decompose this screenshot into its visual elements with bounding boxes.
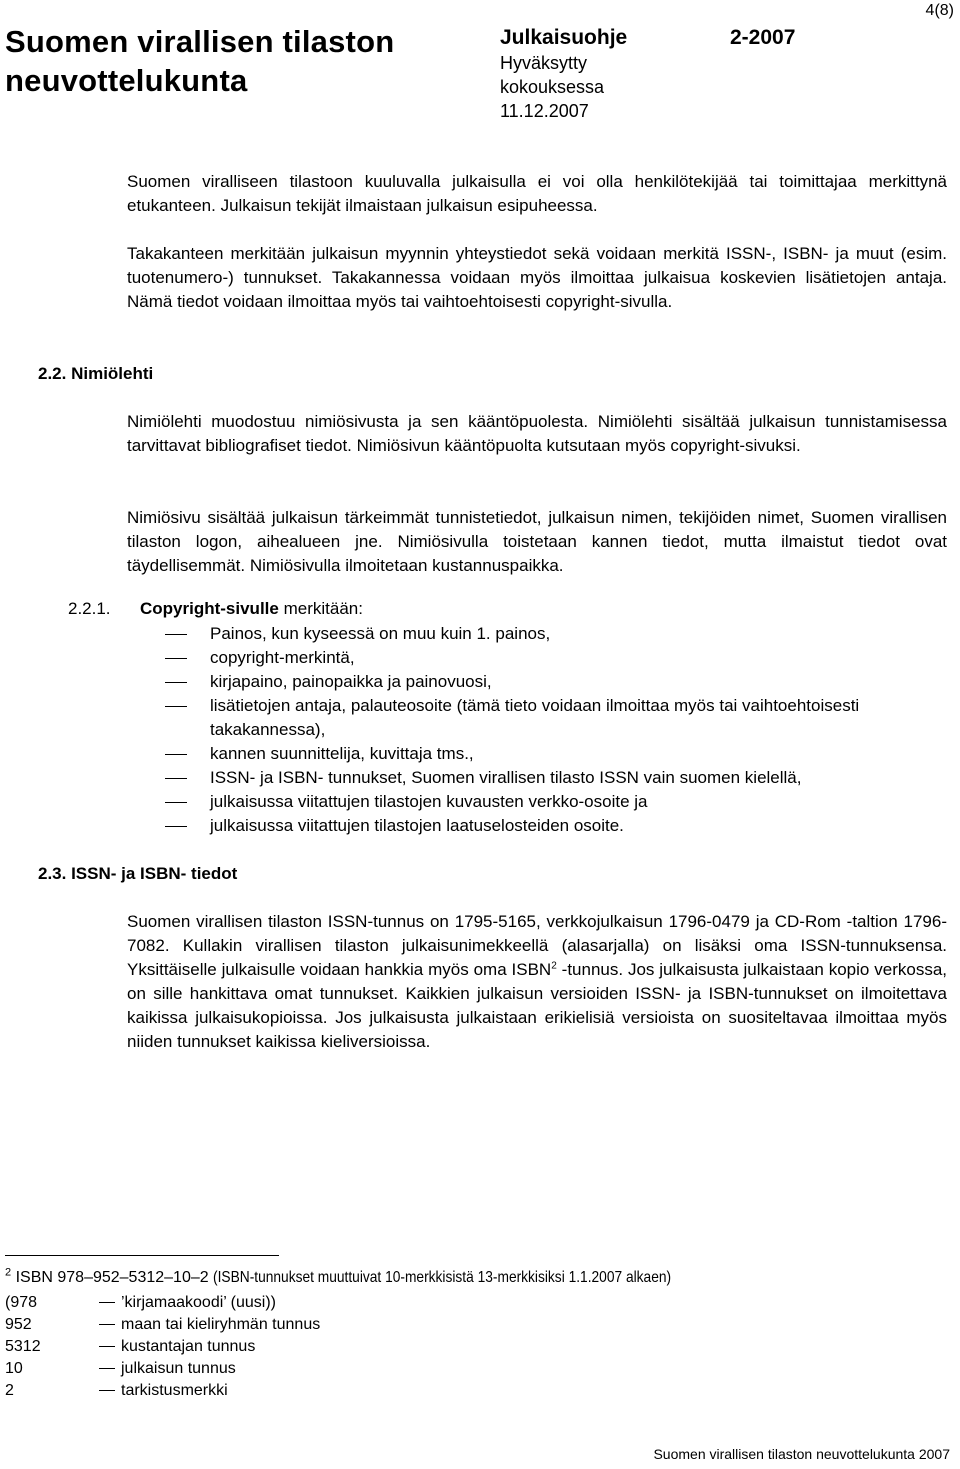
page-footer: Suomen virallisen tilaston neuvottelukunta 2007 bbox=[653, 1446, 950, 1462]
list-item: copyright-merkintä, bbox=[165, 646, 925, 670]
dash-bullet bbox=[165, 826, 187, 827]
list-item: kannen suunnittelija, kuvittaja tms., bbox=[165, 742, 925, 766]
paragraph-front-cover: Suomen viralliseen tilastoon kuuluvalla julkaisulla ei voi olla henkilötekijää tai toimittajaa merkittynä etukanteen. Julkaisun tekijät ilmaistaan julkaisun esipuheessa. bbox=[127, 172, 947, 215]
section-title-rest: merkitään: bbox=[278, 599, 363, 618]
list-item: ISSN- ja ISBN- tunnukset, Suomen virallisen tilasto ISSN vain suomen kielellä, bbox=[165, 766, 925, 790]
footnote-reference: 2 bbox=[551, 960, 557, 972]
list-item: lisätietojen antaja, palauteosoite (tämä tieto voidaan ilmoittaa myös tai vaihtoehtoisesti takakannessa), bbox=[165, 694, 925, 742]
dash-bullet bbox=[99, 1368, 115, 1369]
dash-bullet bbox=[99, 1346, 115, 1347]
approval-line2: kokouksessa bbox=[500, 77, 605, 97]
paragraph-back-cover: Takakanteen merkitään julkaisun myynnin yhteystiedot sekä voidaan merkitä ISSN-, ISBN- ja muut (esim. tuotenumero-) tunnukset. Takakannessa voidaan myös ilmoittaa julkaisua koskevien lisätietojen antaja. Nämä tiedot voidaan ilmoittaa myös tai vaihtoehtoisesti copyright-sivulla. bbox=[127, 244, 947, 311]
section-heading-2-2-1 bbox=[68, 597, 363, 621]
approval-info bbox=[500, 51, 604, 123]
organization-name-line2: neuvottelukunta bbox=[5, 63, 248, 98]
footnote-row: 2 tarkistusmerkki bbox=[5, 1382, 228, 1399]
dash-bullet bbox=[165, 658, 187, 659]
footnote-row: (978 ’kirjamaakoodi’ (uusi)) bbox=[5, 1294, 277, 1311]
footnote-isbn: ISBN 978–952–5312–10–2 bbox=[15, 1269, 209, 1286]
copyright-items-list bbox=[165, 622, 925, 838]
dash-bullet bbox=[165, 706, 187, 707]
section-title-bold: Copyright-sivulle bbox=[140, 599, 279, 618]
section-number: 2.2.1. bbox=[68, 599, 111, 618]
dash-bullet bbox=[165, 634, 187, 635]
section-heading-2-3: 2.3. ISSN- ja ISBN- tiedot bbox=[38, 864, 238, 883]
dash-bullet bbox=[165, 682, 187, 683]
paragraph-title-leaf: Nimiölehti muodostuu nimiösivusta ja sen kääntöpuolesta. Nimiölehti sisältää julkaisun tunnistamisessa tarvittavat bibliografiset tiedot. Nimiösivun kääntöpuolta kutsutaan myös copyright-sivuksi. bbox=[127, 412, 947, 455]
approval-date: 11.12.2007 bbox=[500, 101, 589, 121]
footnote-row: 10 julkaisun tunnus bbox=[5, 1360, 236, 1377]
paragraph-title-page: Nimiösivu sisältää julkaisun tärkeimmät tunnistetiedot, julkaisun nimen, tekijöiden nimet, Suomen virallisen tilaston logon, aihealueen jne. Nimiösivulla toistetaan kannen tiedot, mutta ilmaistut tiedot ovat täydellisemmät. Nimiösivulla ilmoitetaan kustannuspaikka. bbox=[127, 508, 947, 575]
dash-bullet bbox=[165, 778, 187, 779]
dash-bullet bbox=[99, 1302, 115, 1303]
list-item: Painos, kun kyseessä on muu kuin 1. painos, bbox=[165, 622, 925, 646]
list-item: julkaisussa viitattujen tilastojen laatuselosteiden osoite. bbox=[165, 814, 925, 838]
organization-name bbox=[5, 22, 394, 100]
page-number: 4(8) bbox=[925, 2, 954, 19]
organization-name-line1: Suomen virallisen tilaston bbox=[5, 24, 395, 59]
list-item: julkaisussa viitattujen tilastojen kuvausten verkko-osoite ja bbox=[165, 790, 925, 814]
paragraph-issn-isbn: Suomen virallisen tilaston ISSN-tunnus on 1795-5165, verkkojulkaisun 1796-0479 ja CD-Rom -taltion 1796-7082. Kullakin virallisen tilaston julkaisunimekkeellä (alasarjalla) on lisäksi oma ISSN-tunnuksensa. Yksittäiselle julkaisulle voidaan hankkia myös oma ISBN$^2$ -tunnus. Jos julkaisusta julkaistaan kopio verkossa, on sille hankittava omat tunnukset. Kaikkien julkaisun versioiden ISSN- ja ISBN-tunnukset on ilmoitettava kaikissa julkaisukopioissa. Jos julkaisusta julkaistaan erikielisiä versioista on suositeltavaa ilmoittaa myös niiden tunnukset kaikissa kieliversioissa. bbox=[127, 912, 947, 1051]
dash-bullet bbox=[165, 754, 187, 755]
footnote-marker: 2 bbox=[5, 1266, 12, 1279]
section-heading-2-2: 2.2. Nimiölehti bbox=[38, 364, 154, 383]
document-title: Julkaisuohje bbox=[500, 26, 628, 49]
footnote bbox=[5, 1266, 746, 1289]
dash-bullet bbox=[165, 802, 187, 803]
dash-bullet bbox=[99, 1324, 115, 1325]
approval-line1: Hyväksytty bbox=[500, 53, 588, 73]
dash-bullet bbox=[99, 1390, 115, 1391]
footnote-note: (ISBN-tunnukset muuttuivat 10-merkkisistä 13-merkkisiksi 1.1.2007 alkaen) bbox=[213, 1269, 672, 1286]
list-item: kirjapaino, painopaikka ja painovuosi, bbox=[165, 670, 925, 694]
footnote-row: 5312 kustantajan tunnus bbox=[5, 1338, 256, 1355]
footnote-separator bbox=[5, 1255, 279, 1256]
document-number: 2-2007 bbox=[730, 26, 796, 49]
footnote-row: 952 maan tai kieliryhmän tunnus bbox=[5, 1316, 321, 1333]
